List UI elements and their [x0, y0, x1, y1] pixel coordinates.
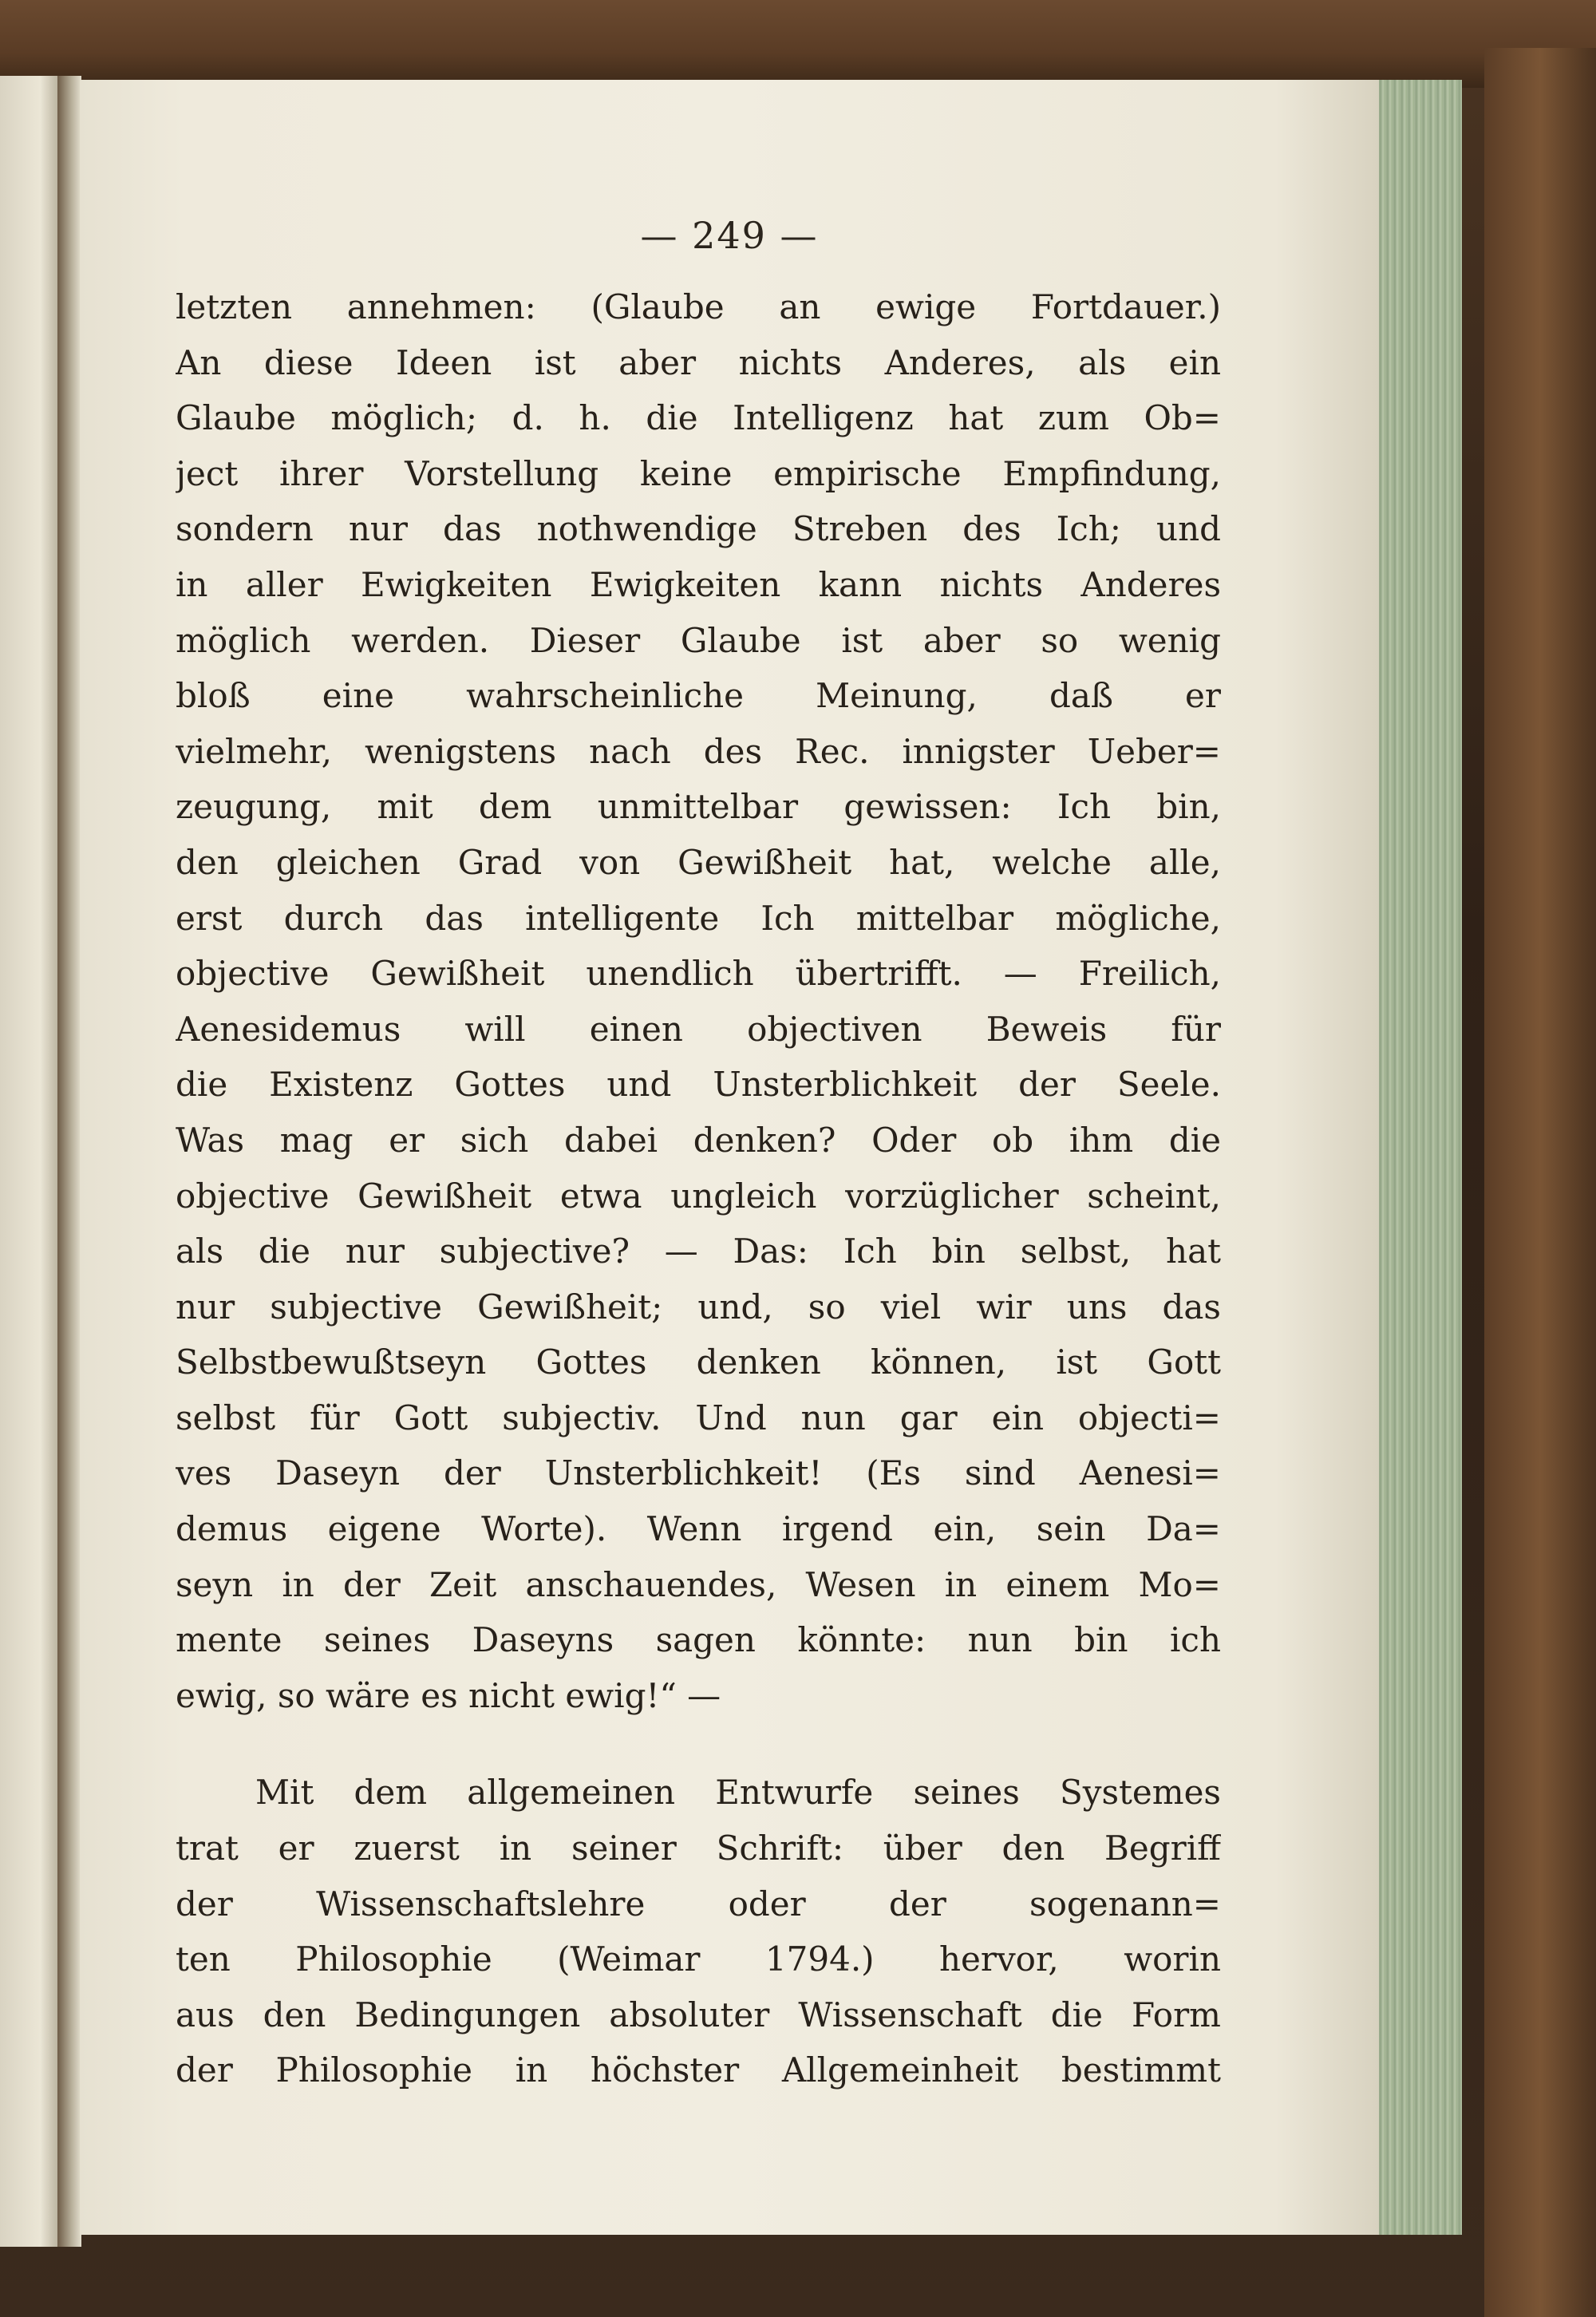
text-line: nur subjective Gewißheit; und, so viel wir uns das [176, 1287, 1221, 1327]
text-line: mente seines Daseyns sagen könnte: nun bin ich [176, 1620, 1221, 1660]
paragraph-2 [176, 1765, 1221, 2098]
text-line: den gleichen Grad von Gewißheit hat, welche alle, [176, 842, 1221, 882]
book-gutter [57, 76, 81, 2247]
text-line: Glaube möglich; d. h. die Intelligenz hat zum Ob= [176, 398, 1221, 438]
text-line: als die nur subjective? — Das: Ich bin selbst, hat [176, 1232, 1221, 1271]
page-number-header: — 249 — [640, 214, 819, 257]
body-text [176, 279, 1221, 2098]
text-line: der Philosophie in höchster Allgemeinheit bestimmt [176, 2050, 1221, 2090]
left-page-edge [0, 76, 60, 2247]
text-line: ject ihrer Vorstellung keine empirische Empfindung, [176, 453, 1221, 493]
text-line: An diese Ideen ist aber nichts Anderes, als ein [176, 342, 1221, 382]
text-line: die Existenz Gottes und Unsterblichkeit der Seele. [176, 1065, 1221, 1105]
text-line: Mit dem allgemeinen Entwurfe seines Systemes [255, 1773, 1221, 1813]
text-line: Selbstbewußtseyn Gottes denken können, ist Gott [176, 1342, 1221, 1382]
text-line: objective Gewißheit unendlich übertrifft. — Freilich, [176, 954, 1221, 994]
book-cover-top [0, 0, 1596, 88]
text-line: objective Gewißheit etwa ungleich vorzüglicher scheint, [176, 1176, 1221, 1216]
text-line: Was mag er sich dabei denken? Oder ob ihm die [176, 1120, 1221, 1160]
text-line: sondern nur das nothwendige Streben des Ich; und [176, 509, 1221, 549]
text-line: bloß eine wahrscheinliche Meinung, daß er [176, 676, 1221, 716]
text-line: demus eigene Worte). Wenn irgend ein, sein Da= [176, 1509, 1221, 1549]
book-cover-edge [1484, 48, 1596, 2317]
page-block-edge [1377, 80, 1462, 2235]
paragraph-1 [176, 279, 1221, 1723]
text-line: trat er zuerst in seiner Schrift: über den Begriff [176, 1829, 1221, 1868]
text-line: erst durch das intelligente Ich mittelbar mögliche, [176, 898, 1221, 938]
text-line: ves Daseyn der Unsterblichkeit! (Es sind Aenesi= [176, 1453, 1221, 1493]
text-line: zeugung, mit dem unmittelbar gewissen: Ich bin, [176, 787, 1221, 827]
paragraph-gap [176, 1723, 1221, 1765]
text-line: letzten annehmen: (Glaube an ewige Fortdauer.) [176, 287, 1221, 326]
text-line: in aller Ewigkeiten Ewigkeiten kann nichts Anderes [176, 564, 1221, 604]
text-line: der Wissenschaftslehre oder der sogenann= [176, 1884, 1221, 1924]
text-line: aus den Bedingungen absoluter Wissenschaft die Form [176, 1995, 1221, 2034]
text-line: vielmehr, wenigstens nach des Rec. innigster Ueber= [176, 731, 1221, 771]
text-line: ten Philosophie (Weimar 1794.) hervor, worin [176, 1939, 1221, 1979]
book-page [80, 80, 1379, 2235]
text-line: möglich werden. Dieser Glaube ist aber so wenig [176, 620, 1221, 660]
text-line: selbst für Gott subjectiv. Und nun gar ein objecti= [176, 1398, 1221, 1437]
text-line: Aenesidemus will einen objectiven Beweis für [176, 1009, 1221, 1049]
text-line: seyn in der Zeit anschauendes, Wesen in einem Mo= [176, 1564, 1221, 1604]
text-line: ewig, so wäre es nicht ewig!“ — [176, 1675, 721, 1715]
